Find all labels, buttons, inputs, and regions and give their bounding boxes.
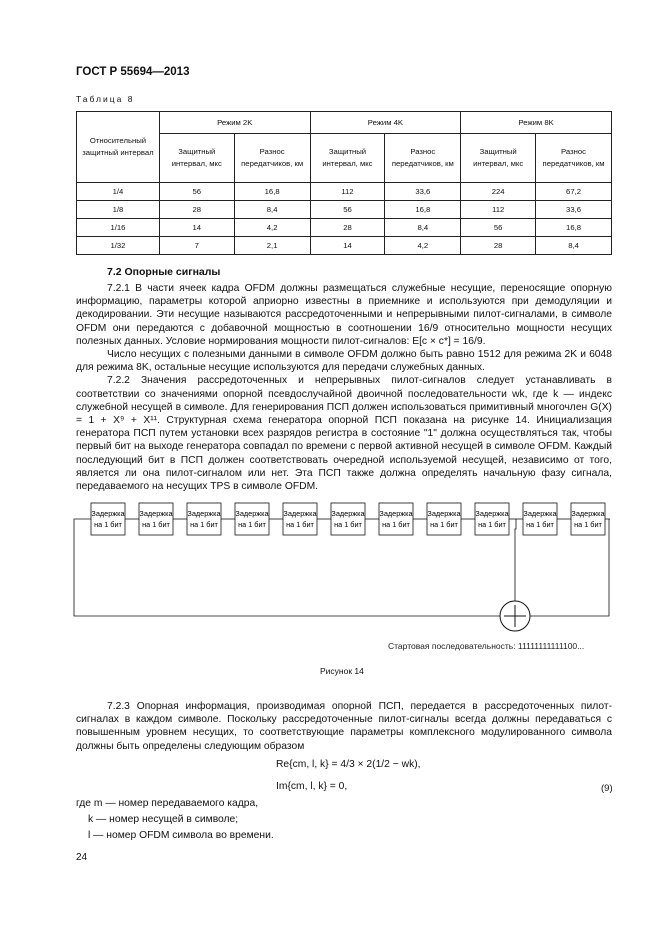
- table-cell: 7: [159, 237, 234, 255]
- where-line: где m — номер передаваемого кадра,: [76, 798, 259, 809]
- table-mode-4k: Режим 4K: [310, 112, 461, 134]
- delay-block-label: Задержка: [139, 509, 173, 518]
- figure-caption: Рисунок 14: [320, 666, 364, 676]
- delay-block-label: Задержка: [283, 509, 317, 518]
- table-mode-8k: Режим 8K: [461, 112, 612, 134]
- document-header: ГОСТ Р 55694—2013: [76, 66, 190, 78]
- table-cell: 8,4: [536, 237, 612, 255]
- delay-block: [475, 503, 509, 535]
- delay-block-label: на 1 бит: [430, 520, 458, 529]
- table-row: [77, 219, 612, 237]
- paragraph-7-2-1: [76, 282, 612, 493]
- start-sequence-label: Стартовая последовательность: 11111111111100...: [388, 641, 585, 651]
- delay-block: [379, 503, 413, 535]
- table-subheader: Разнос передатчиков, км: [536, 134, 612, 183]
- delay-block: [187, 503, 221, 535]
- delay-block: [331, 503, 365, 535]
- delay-block: [283, 503, 317, 535]
- delay-block: [571, 503, 605, 535]
- delay-block-label: Задержка: [571, 509, 605, 518]
- table-cell: 33,6: [385, 183, 461, 201]
- paragraph-text: Число несущих с полезными данными в символе OFDM должно быть равно 1512 для режима 2K и 6048 для режима 8K, остальные несущие используются для передачи служебных данных.: [76, 349, 612, 374]
- paragraph-text: 7.2.3 Опорная информация, производимая опорной ПСП, передается в рассредоточенных пилот-сигналах в каждом символе. Поскольку рассредоточенные пилот-сигналы всегда должны передаваться с повышенным уровнем несущих, то соответствующие параметры комплексного модулированного символа должны быть определены следующим образом: [76, 701, 612, 752]
- delay-block-label: на 1 бит: [382, 520, 410, 529]
- delay-block-label: на 1 бит: [334, 520, 362, 529]
- table-cell: 14: [159, 219, 234, 237]
- table-subheader: Защитный интервал, мкс: [461, 134, 536, 183]
- delay-block-label: на 1 бит: [526, 520, 554, 529]
- table-cell: 112: [310, 183, 385, 201]
- table-cell: 1/16: [77, 219, 160, 237]
- table-cell: 4,2: [385, 237, 461, 255]
- delay-block-label: Задержка: [331, 509, 365, 518]
- table-cell: 8,4: [234, 201, 310, 219]
- table-cell: 1/8: [77, 201, 160, 219]
- delay-block-label: Задержка: [187, 509, 221, 518]
- table-cell: 56: [461, 219, 536, 237]
- table-cell: 2,1: [234, 237, 310, 255]
- table-cell: 4,2: [234, 219, 310, 237]
- table-corner-header: Относительный защитный интервал: [77, 112, 160, 183]
- table-cell: 112: [461, 201, 536, 219]
- paragraph-text: 7.2.1 В части ячеек кадра OFDM должны размещаться служебные несущие, переносящие опорную информацию, параметры которой априорно известны в приемнике и используются при демодуляции и декодировании. Эти несущие называются рассредоточенными и непрерывными пилот-сигналами, в символе OFDM они передаются с добавочной мощностью в соотношении 16/9 относительно мощности несущих полезных данных. Условие нормирования мощности пилот-сигналов: E[c × c*] = 16/9.: [76, 283, 612, 347]
- formula-imag: Im{cm, l, k} = 0,: [276, 781, 348, 792]
- table-cell: 33,6: [536, 201, 612, 219]
- table-cell: 67,2: [536, 183, 612, 201]
- paragraph-text: 7.2.2 Значения рассредоточенных и непрерывных пилот-сигналов следует устанавливать в соответствии со значениями опорной псевдослучайной двоичной последовательности wk, где k — индекс служебной несущей в символе. Для генерирования ПСП должен использоваться примитивный многочлен G(X) = 1 + X⁹ + X¹¹. Структурная схема генератора опорной ПСП показана на рисунке 14. Инициализация генератора ПСП путем установки всех разрядов регистра в состояние "1" должна осуществляться так, чтобы первый бит на выходе генератора совпадал по времени с первой активной несущей в символе OFDM. Каждый последующий бит в ПСП должен соответствовать очередной используемой несущей, независимо от того, является ли она пилот-сигналом или нет. Эта ПСП также должна определять начальную фазу сигнала, передаваемого на несущих TPS в символе OFDM.: [76, 375, 612, 493]
- delay-block-label: на 1 бит: [574, 520, 602, 529]
- table-cell: 28: [159, 201, 234, 219]
- page-number: 24: [76, 852, 88, 863]
- delay-block-label: Задержка: [427, 509, 461, 518]
- delay-block-label: Задержка: [91, 509, 125, 518]
- table-row: [77, 201, 612, 219]
- prbs-generator-diagram: [70, 495, 610, 635]
- delay-block-label: на 1 бит: [190, 520, 218, 529]
- delay-block-label: на 1 бит: [478, 520, 506, 529]
- table-cell: 8,4: [385, 219, 461, 237]
- table-cell: 224: [461, 183, 536, 201]
- table-subheader: Защитный интервал, мкс: [159, 134, 234, 183]
- table-cell: 16,8: [536, 219, 612, 237]
- table-cell: 14: [310, 237, 385, 255]
- delay-block: [427, 503, 461, 535]
- table-cell: 16,8: [234, 183, 310, 201]
- table-cell: 56: [310, 201, 385, 219]
- delay-block-label: на 1 бит: [94, 520, 122, 529]
- table-cell: 1/32: [77, 237, 160, 255]
- delay-block-label: Задержка: [235, 509, 269, 518]
- paragraph-7-2-3: [76, 700, 612, 753]
- table-cell: 28: [461, 237, 536, 255]
- table-subheader: Защитный интервал, мкс: [310, 134, 385, 183]
- delay-block-label: Задержка: [475, 509, 509, 518]
- table-caption: Таблица 8: [76, 94, 135, 104]
- table-subheader: Разнос передатчиков, км: [385, 134, 461, 183]
- delay-block: [235, 503, 269, 535]
- delay-block-label: на 1 бит: [286, 520, 314, 529]
- table-8: [76, 111, 612, 255]
- feedback-tap-9: [515, 519, 516, 601]
- formula-real: Re{cm, l, k} = 4/3 × 2(1/2 − wk),: [276, 759, 421, 770]
- delay-block: [139, 503, 173, 535]
- table-row: [77, 183, 612, 201]
- table-mode-2k: Режим 2K: [159, 112, 310, 134]
- table-cell: 56: [159, 183, 234, 201]
- delay-block-label: Задержка: [379, 509, 413, 518]
- table-cell: 28: [310, 219, 385, 237]
- table-subheader: Разнос передатчиков, км: [234, 134, 310, 183]
- table-cell: 1/4: [77, 183, 160, 201]
- where-line: l — номер OFDM символа во времени.: [88, 830, 274, 841]
- table-cell: 16,8: [385, 201, 461, 219]
- section-title: 7.2 Опорные сигналы: [107, 266, 221, 278]
- delay-block-label: Задержка: [523, 509, 557, 518]
- delay-block-label: на 1 бит: [142, 520, 170, 529]
- equation-number: (9): [601, 783, 613, 794]
- delay-block: [523, 503, 557, 535]
- where-line: k — номер несущей в символе;: [88, 814, 239, 825]
- delay-block: [91, 503, 125, 535]
- table-row: [77, 237, 612, 255]
- delay-block-label: на 1 бит: [238, 520, 266, 529]
